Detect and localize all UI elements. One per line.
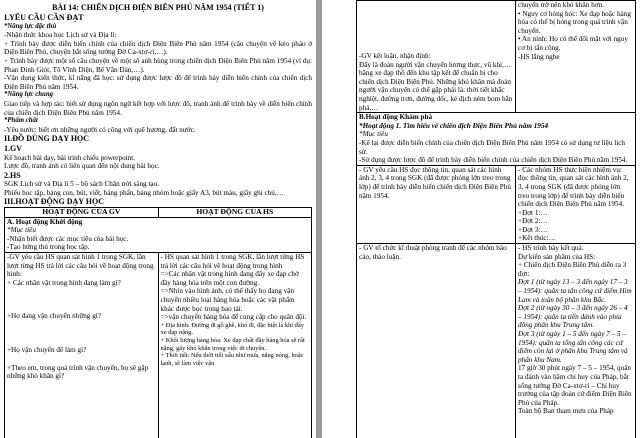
activities-table <box>4 207 312 438</box>
list-item: + Các nhân vật trong hình đang làm gì? <box>7 278 121 287</box>
student-activity-cell <box>158 253 312 438</box>
list-item: +Họ đang vận chuyển những gì? <box>7 312 101 321</box>
column-header-teacher: HOẠT ĐỘNG CỦA GV <box>5 208 159 218</box>
list-item: -Nhận thức khoa học Lịch sử và Địa lí: <box>4 31 117 40</box>
list-item: Đây là đoàn người vận chuyển lương thực, vũ khí,… bằng xe đạp thồ đến khu tập kết để chuẩn bị cho chiến dịch Điện Biên Phủ. Những khó khăn mà đoàn người vận chuyển có thể gặp phải là: thời tiết khắc nghiệt, đường trơn, đường dốc, kẻ địch ném bom bắn phá,… <box>359 60 513 112</box>
list-item: +Đợt 2:… <box>518 217 548 226</box>
specific-competence-list <box>4 31 312 91</box>
document-page-right <box>322 0 640 438</box>
heading-qualities: *Phẩm chất <box>4 117 38 125</box>
list-item: - Các nhóm HS thực hiện nhiệm vụ: đọc thông tin, quan sát các hình ảnh 2, 3, 4 trong SGK (đã được phóng lớn treo trong lớp) để trình bày diễn biến chiến dịch Điện Biên Phủ năm 1954. <box>518 165 629 209</box>
teacher-activity-cell: - GV yêu cầu HS đọc thông tin, quan sát các hình ảnh 2, 3, 4 trong SGK (đã được phóng lớn treo trong lớp) để trình bày diễn biến chiến dịch Điện Biên Phủ năm 1954. <box>357 165 516 243</box>
warmup-heading: A. Hoạt động Khởi động <box>7 217 83 226</box>
list-item: + Trình bày được một số câu chuyện về một số anh hùng trong chiến dịch Điện Biên Phủ năm 1954 (ví dụ: Phan Đình Giót, Tô Vĩnh Diện, Bế Văn Đàn,…). <box>4 56 312 74</box>
list-item: • An ninh: Họ có thể đối mặt với nguy cơ bị tấn công. <box>518 35 628 52</box>
list-item: + Trình bày được diễn biến chính của chiến dịch Điện Biên Phủ năm 1954 (câu chuyện về kéo pháo ở Điện Biên Phủ, chuyện bắt sống tướng Đờ Ca-xtơ-ri,…). <box>4 39 312 57</box>
list-item: =>Nhìn vào hình ảnh, có thể thấy họ đang vận chuyển nhiều loại hàng hóa hoặc các vật phẩm khác được bọc trong bao tải. <box>160 287 295 313</box>
list-item: - HS trình bày kết quả. <box>518 244 584 253</box>
section-objectives: I.YÊU CẦU CẦN ĐẠT <box>4 13 84 22</box>
document-page-left <box>0 0 316 438</box>
student-activity-cell <box>516 1 636 113</box>
list-item: +Đợt 1:… <box>518 208 548 217</box>
teacher-activity-cell <box>5 253 159 438</box>
list-item: -Kể lại được diễn biến chính của chiến dịch Điện Biên Phủ năm 1954 có sử dụng tư liệu lịch sử. <box>359 138 625 156</box>
list-item: -GV yêu cầu HS quan sát hình 1 trong SGK, lần lượt từng HS trả lời các câu hỏi về hoạt động trong hình: <box>7 253 154 279</box>
table-row <box>5 217 312 252</box>
student-activity-cell <box>516 244 636 438</box>
list-item: -Vận dụng kiến thức, kĩ năng đã học: sử dụng được lược đồ để trình bày diễn biến chính của chiến dịch Điện Biên Phủ năm 1954. <box>4 74 312 91</box>
list-item: -GV kết luận, nhận định: <box>359 52 431 60</box>
list-item: Kế hoạch bài dạy, bài trình chiếu powerpoint. <box>4 153 136 162</box>
list-item: -HS lắng nghe <box>518 52 560 61</box>
list-item: Phiếu học tập, bảng con, bút, viết, bảng phấn, bảng nhóm hoặc giấy A3, bút màu, giấy ghi chú,… <box>4 188 284 197</box>
list-item: Đợt 3 (từ ngày 1 – 5 đến ngày 7 – 5 – 1954): quân ta tổng tấn công các cứ điểm còn lại ở phân khu Trung tâm và phân khu Nam. <box>518 330 628 364</box>
list-item: +Họ vận chuyển để làm gì? <box>7 346 87 354</box>
list-item: Đợt 1 (từ ngày 13 – 3 đến ngày 17 – 3 – 1954): quân ta tấn công cứ điểm Him Lam và toàn bộ phân khu Bắc. <box>518 278 632 304</box>
heading-student-materials: 2.HS <box>4 170 21 180</box>
list-item: =>vận chuyển hàng hóa để cung cấp cho quân đội. <box>160 313 307 322</box>
activity-1-heading: *Hoạt động 1. Tìm hiểu về chiến dịch Điện Biên Phủ năm 1954 <box>359 121 549 130</box>
list-item: 17 giờ 30 phút ngày 7 – 5 – 1954, quân ta đánh vào hầm chỉ huy của Pháp, bắt sống tướng Đờ Ca-xtơ-ri – Chỉ huy trưởng của tập đoàn cứ điểm Điện Biên Phủ của Pháp. <box>518 364 632 407</box>
list-item: +Kết thúc:… <box>518 234 556 243</box>
list-item: + Địa hình: Đường đi gồ ghề, khó đi, đặc biệt là khi đẩy xe đạp nặng. <box>160 321 304 337</box>
list-item: +Đợt 3:… <box>518 225 548 234</box>
explore-heading: B.Hoạt động Khám phá <box>359 113 433 122</box>
activities-table-continued <box>356 0 636 438</box>
list-item: - HS quan sát hình 1 trong SGK, lần lượt từng HS trả lời các câu hỏi về hoạt động trong hình <box>160 253 305 270</box>
teacher-activity-cell <box>357 1 516 113</box>
lesson-title: BÀI 14: CHIẾN DỊCH ĐIỆN BIÊN PHỦ NĂM 1954 (TIẾT 1) <box>52 3 264 12</box>
column-header-student: HOẠT ĐỘNG CỦA HS <box>158 208 312 218</box>
list-item: +Theo em, trong quá trình vận chuyển, họ sẽ gặp những khó khăn gì? <box>7 363 149 381</box>
list-item: Đợt 2 (từ ngày 30 – 3 đến ngày 26 – 4 – 1954): quân ta tiến đánh vào phía đông phân khu Trung tâm. <box>518 304 628 330</box>
list-item: Toàn bộ Ban tham mưu của Pháp <box>518 407 614 416</box>
list-item: chuyển trở nên khó khăn hơn. <box>518 1 604 9</box>
list-item: + Khối lượng hàng hóa: Xe đạp chất đầy hàng hóa sẽ rất nặng, gây khó khăn trong việc di chuyển. <box>160 336 305 352</box>
list-item: + Chiến dịch Điện Biên Phủ diễn ra 3 đợt: <box>518 261 627 278</box>
heading-teacher-materials: 1.GV <box>4 143 22 153</box>
student-activity-cell <box>516 165 636 243</box>
teacher-activity-cell: - GV tổ chức kĩ thuật phòng tranh để các nhóm báo cáo, thảo luận. <box>357 244 516 438</box>
list-item: • Nguy cơ hỏng hóc: Xe đạp hoặc hàng hóa có thể bị hỏng trong quá trình vận chuyển. <box>518 9 631 35</box>
general-competence-text: Giao tiếp và hợp tác: biết sử dụng ngôn ngữ kết hợp với lược đồ, tranh ảnh để trình bày về diễn biến chính của chiến dịch Điện Biên Phủ năm 1954. <box>4 99 312 117</box>
objectives-heading: *Mục tiêu <box>359 130 388 139</box>
list-item: -Sử dụng được lược đồ để trình bày diễn biến chính của chiến dịch Điện Biên Phủ năm 1954. <box>359 156 628 165</box>
objectives-heading: *Mục tiêu <box>7 226 36 235</box>
list-item: + Thời tiết: Nếu thời tiết xấu như mưa, nắng nóng, hoặc lạnh, sẽ làm việc vận <box>160 352 304 367</box>
heading-specific-competence: *Năng lực đặc thù <box>4 22 57 30</box>
qualities-text: -Yêu nước: biết ơn những người có công với quê hương, đất nước. <box>4 125 196 134</box>
heading-general-competence: *Năng lực chung <box>4 91 54 99</box>
list-item: Lược đồ, tranh ảnh có liên quan đến nội dung bài học. <box>4 162 160 171</box>
list-item: =>Các nhân vật trong hình đang đẩy xe đạp chở đầy hàng hóa trên một con đường. <box>160 270 299 287</box>
list-item: SGK Lịch sử và Địa lí 5 – bộ sách Chân trời sáng tạo. <box>4 180 160 189</box>
section-materials: II.ĐỒ DÙNG DẠY HỌC <box>4 134 90 144</box>
table-row <box>357 113 636 166</box>
list-item: -Tạo hứng thú trong học tập. <box>7 243 90 252</box>
list-item: Dự kiến sản phẩm của HS: <box>518 252 596 261</box>
list-item: -Nhận biết được các mục tiêu của bài học. <box>7 234 129 243</box>
section-activities: III.HOẠT ĐỘNG DẠY HỌC <box>4 197 105 207</box>
